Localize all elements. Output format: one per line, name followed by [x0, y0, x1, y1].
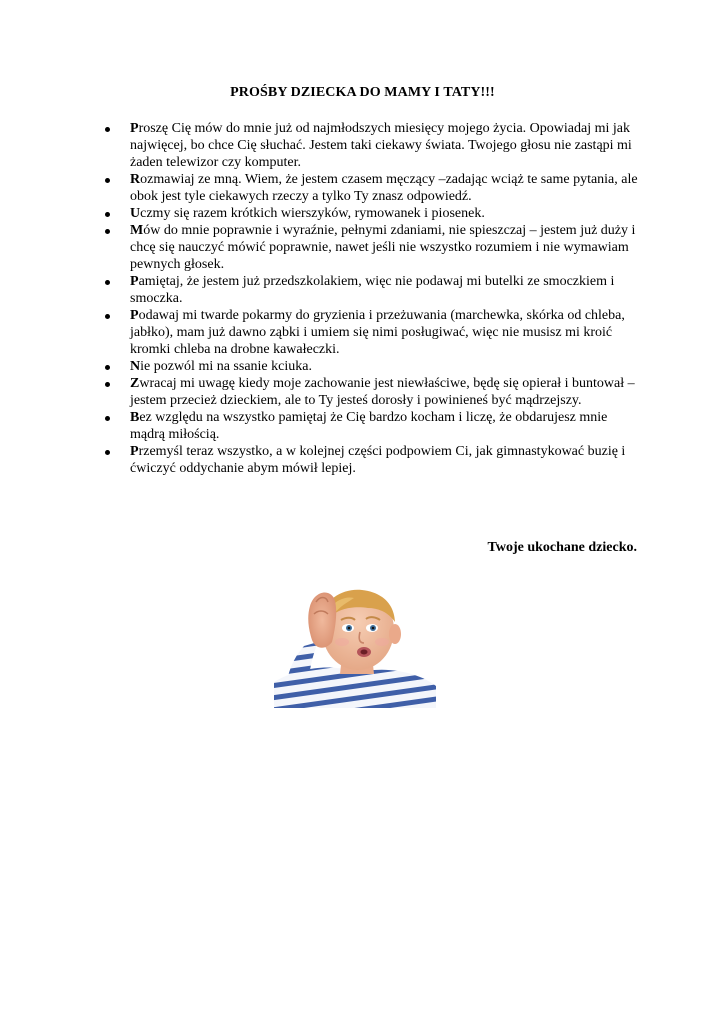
list-item — [105, 409, 645, 443]
bullet-icon — [105, 280, 110, 285]
initial-letter: P — [130, 121, 139, 136]
initial-letter: M — [130, 223, 144, 238]
signature: Twoje ukochane dziecko. — [487, 540, 637, 555]
item-text: odawaj mi twarde pokarmy do gryzienia i przeżuwania (marchewka, skórka od chleba, jabłko), mam już dawno ząbki i umiem się nimi posługiwać, więc nie musisz mi kroić kromki chleba na drobne kawałeczki. — [130, 308, 625, 357]
bullet-icon — [105, 365, 110, 370]
list-item — [105, 222, 645, 273]
item-text: amiętaj, że jestem już przedszkolakiem, więc nie podawaj mi butelki ze smoczkiem i smoczka. — [130, 274, 615, 306]
bullet-icon — [105, 416, 110, 421]
item-text: wracaj mi uwagę kiedy moje zachowanie jest niewłaściwe, będę się opierał i buntował – jestem przecież dzieckiem, ale to Ty jesteś dorosły i powinieneś być mądrzejszy. — [130, 376, 635, 408]
bullet-icon — [105, 382, 110, 387]
initial-letter: B — [130, 410, 140, 425]
bullet-icon — [105, 314, 110, 319]
initial-letter: P — [130, 308, 139, 323]
list-item — [105, 443, 645, 477]
initial-letter: P — [130, 444, 139, 459]
initial-letter: P — [130, 274, 139, 289]
list-item — [105, 171, 645, 205]
list-item — [105, 307, 645, 358]
bullet-icon — [105, 178, 110, 183]
bullet-icon — [105, 229, 110, 234]
request-list — [105, 120, 645, 477]
initial-letter: Z — [130, 376, 140, 391]
list-item — [105, 375, 645, 409]
initial-letter: N — [130, 359, 141, 374]
list-item — [105, 120, 645, 171]
document-title: PROŚBY DZIECKA DO MAMY I TATY!!! — [230, 85, 495, 100]
item-text: czmy się razem krótkich wierszyków, rymowanek i piosenek. — [140, 206, 485, 221]
list-item — [105, 205, 645, 222]
child-listening-photo — [274, 586, 436, 708]
bullet-icon — [105, 127, 110, 132]
bullet-icon — [105, 450, 110, 455]
item-text: ie pozwól mi na ssanie kciuka. — [140, 359, 312, 374]
item-text: ozmawiaj ze mną. Wiem, że jestem czasem męczący –zadając wciąż te same pytania, ale obok jest tyle ciekawych rzeczy a tylko Ty znasz odpowiedź. — [130, 172, 638, 204]
bullet-icon — [105, 212, 110, 217]
item-text: roszę Cię mów do mnie już od najmłodszych miesięcy mojego życia. Opowiadaj mi jak najwięcej, bo chce Cię słuchać. Jestem taki ciekawy świata. Twojego głosu nie zastąpi mi żaden telewizor czy komputer. — [130, 121, 632, 170]
initial-letter: U — [130, 206, 141, 221]
list-item — [105, 358, 645, 375]
item-text: ez względu na wszystko pamiętaj że Cię bardzo kocham i liczę, że obdarujesz mnie mądrą miłością. — [130, 410, 608, 442]
list-item — [105, 273, 645, 307]
item-text: rzemyśl teraz wszystko, a w kolejnej części podpowiem Ci, jak gimnastykować buzię i ćwiczyć oddychanie abym mówił lepiej. — [130, 444, 626, 476]
item-text: ów do mnie poprawnie i wyraźnie, pełnymi zdaniami, nie spieszczaj – jestem już duży i chcę się nauczyć mówić poprawnie, nawet jeśli nie wszystko rozumiem i nie wymawiam pewnych głosek. — [130, 223, 636, 272]
initial-letter: R — [130, 172, 141, 187]
